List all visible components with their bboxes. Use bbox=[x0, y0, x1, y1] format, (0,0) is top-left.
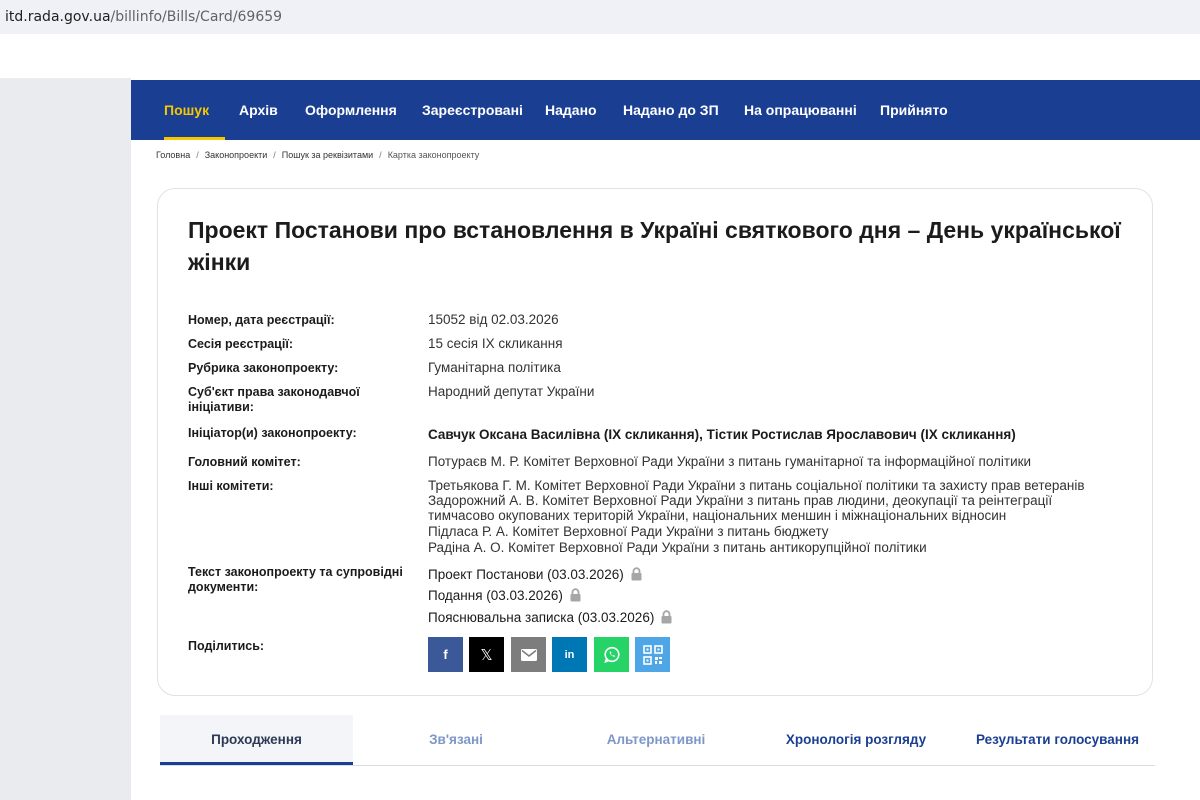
breadcrumb-bills[interactable]: Законопроекти bbox=[204, 150, 268, 160]
session-label: Сесія реєстрації: bbox=[188, 337, 293, 351]
nav-active-indicator bbox=[164, 137, 225, 140]
reg-number-label: Номер, дата реєстрації: bbox=[188, 313, 335, 327]
initiators-value[interactable]: Савчук Оксана Василівна (IX скликання), Тістик Ростислав Ярославович (IX скликання) bbox=[428, 427, 1016, 442]
rubric-value: Гуманітарна політика bbox=[428, 360, 561, 375]
session-value: 15 сесія IX скликання bbox=[428, 336, 563, 351]
nav-item-provided[interactable]: Надано bbox=[545, 102, 597, 118]
nav-item-registered[interactable]: Зареєстровані bbox=[422, 102, 523, 118]
breadcrumb-separator: / bbox=[273, 150, 276, 160]
main-committee-label: Головний комітет: bbox=[188, 455, 301, 469]
address-bar[interactable] bbox=[0, 0, 1200, 34]
lock-icon bbox=[569, 588, 582, 602]
breadcrumb-current: Картка законопроекту bbox=[387, 150, 480, 160]
bill-title: Проект Постанови про встановлення в Україні святкового дня – День української жінки bbox=[188, 217, 1121, 275]
nav-item-provided-to-zp[interactable]: Надано до ЗП bbox=[623, 102, 719, 118]
nav-item-formatting[interactable]: Оформлення bbox=[305, 102, 397, 118]
breadcrumb-search[interactable]: Пошук за реквізитами bbox=[281, 150, 374, 160]
nav-item-search[interactable]: Пошук bbox=[164, 102, 210, 118]
document-link-explanatory-note[interactable] bbox=[428, 610, 673, 626]
share-x-button[interactable] bbox=[469, 637, 504, 672]
breadcrumb-separator: / bbox=[379, 150, 382, 160]
initiators-label: Ініціатор(и) законопроекту: bbox=[188, 426, 357, 440]
linkedin-icon: in bbox=[564, 648, 575, 661]
reg-number-value: 15052 від 02.03.2026 bbox=[428, 312, 559, 327]
documents-label: Текст законопроекту та супровідні документи: bbox=[188, 565, 403, 594]
x-icon: 𝕏 bbox=[480, 645, 493, 664]
browser-toolbar-strip bbox=[0, 34, 1200, 78]
lock-icon bbox=[660, 610, 673, 624]
nav-item-in-processing[interactable]: На опрацюванні bbox=[744, 102, 857, 118]
share-qr-button[interactable] bbox=[635, 637, 670, 672]
breadcrumb-separator: / bbox=[196, 150, 199, 160]
share-label: Поділитись: bbox=[188, 639, 265, 653]
qr-code-icon bbox=[643, 645, 663, 665]
other-committee-3: Підласа Р. А. Комітет Верховної Ради України з питань бюджету bbox=[428, 524, 829, 539]
top-navigation bbox=[131, 80, 1200, 140]
subject-value: Народний депутат України bbox=[428, 384, 595, 399]
tab-chronology[interactable]: Хронологія розгляду bbox=[785, 732, 927, 747]
main-committee-value: Потураєв М. Р. Комітет Верховної Ради України з питань гуманітарної та інформаційної політики bbox=[428, 454, 1032, 469]
share-whatsapp-button[interactable] bbox=[594, 637, 629, 672]
email-icon bbox=[521, 649, 537, 661]
document-title: Проект Постанови (03.03.2026) bbox=[428, 567, 624, 582]
document-link-draft-resolution[interactable] bbox=[428, 567, 643, 583]
page-content bbox=[131, 78, 1200, 800]
other-committee-4: Радіна А. О. Комітет Верховної Ради України з питань антикорупційної політики bbox=[428, 540, 927, 555]
breadcrumb bbox=[156, 150, 479, 160]
bill-card bbox=[157, 188, 1153, 696]
tab-alternative[interactable]: Альтернативні bbox=[606, 732, 706, 747]
share-linkedin-button[interactable] bbox=[552, 637, 587, 672]
url-path: /billinfo/Bills/Card/69659 bbox=[110, 9, 283, 25]
subject-label: Суб'єкт права законодавчої ініціативи: bbox=[188, 385, 360, 414]
whatsapp-icon bbox=[603, 646, 621, 664]
other-committee-2-cont: тимчасово окупованих територій України, національних меншин і міжнаціональних відносин bbox=[428, 508, 1007, 523]
document-title: Пояснювальна записка (03.03.2026) bbox=[428, 610, 655, 625]
share-email-button[interactable] bbox=[511, 637, 546, 672]
other-committees-label: Інші комітети: bbox=[188, 479, 274, 493]
tab-passage[interactable]: Проходження bbox=[160, 715, 353, 765]
document-title: Подання (03.03.2026) bbox=[428, 588, 563, 603]
tab-voting-results[interactable]: Результати голосування bbox=[975, 732, 1139, 747]
nav-item-archive[interactable]: Архів bbox=[239, 102, 278, 118]
nav-item-adopted[interactable]: Прийнято bbox=[880, 102, 948, 118]
url-host: itd.rada.gov.ua bbox=[5, 9, 111, 25]
tab-related[interactable]: Зв'язані bbox=[429, 732, 483, 747]
lock-icon bbox=[630, 567, 643, 581]
document-link-submission[interactable] bbox=[428, 588, 582, 604]
other-committee-1: Третьякова Г. М. Комітет Верховної Ради України з питань соціальної політики та захисту прав ветеранів bbox=[428, 478, 1085, 493]
share-facebook-button[interactable] bbox=[428, 637, 463, 672]
breadcrumb-home[interactable]: Головна bbox=[156, 150, 191, 160]
rubric-label: Рубрика законопроекту: bbox=[188, 361, 339, 375]
other-committee-2: Задорожний А. В. Комітет Верховної Ради України з питань прав людини, деокупації та реінтеграції bbox=[428, 493, 1053, 508]
bill-tabs bbox=[160, 715, 1155, 766]
facebook-icon: f bbox=[443, 647, 448, 662]
